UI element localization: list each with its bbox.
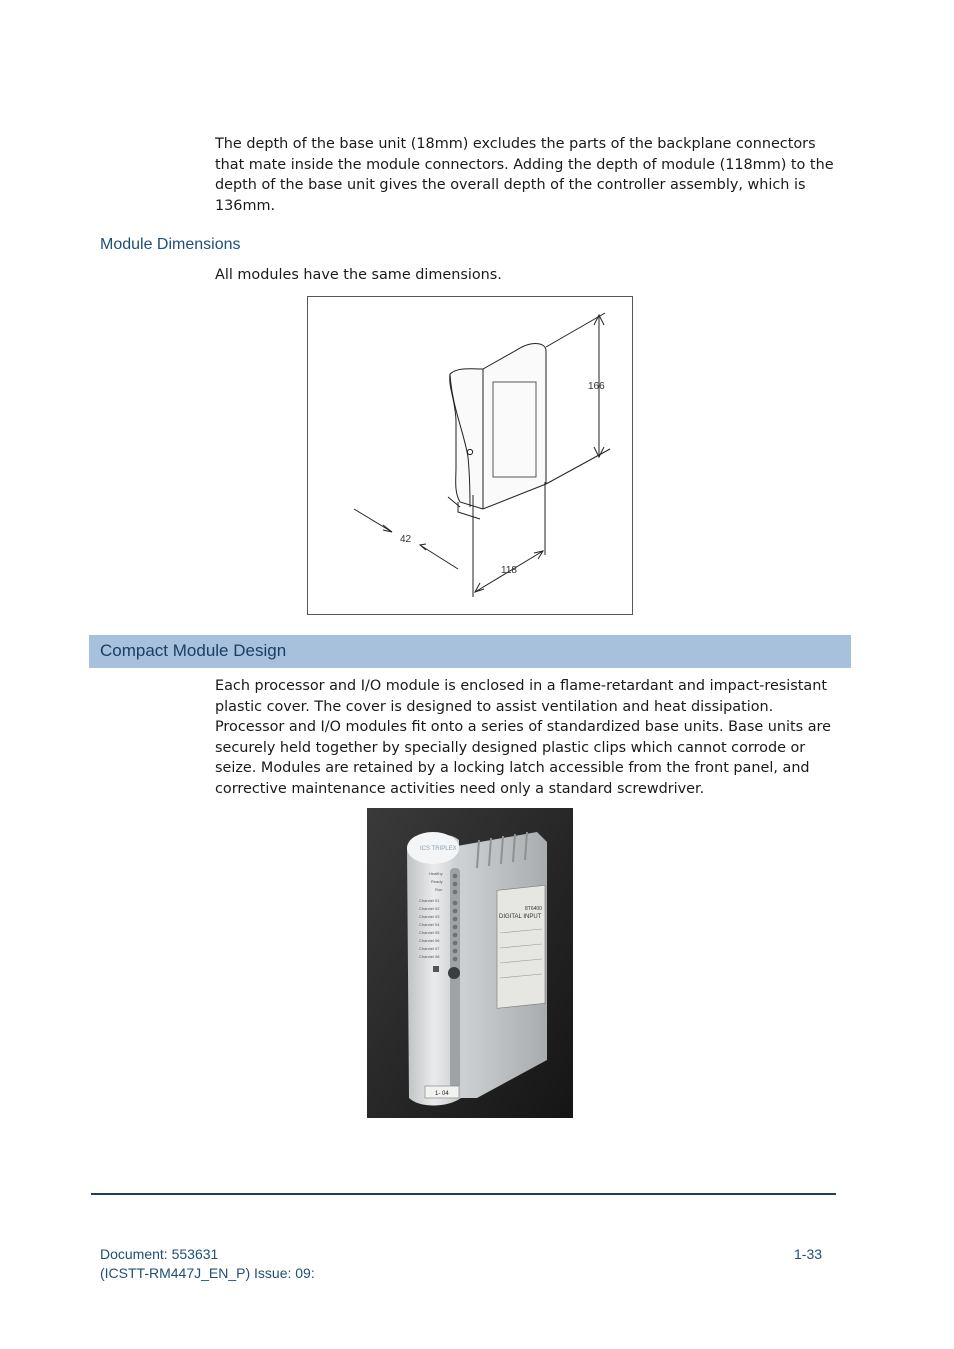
footer-issue: (ICSTT-RM447J_EN_P) Issue: 09: bbox=[100, 1265, 315, 1281]
module-dimensions-figure bbox=[307, 296, 633, 615]
section-heading-module-dimensions: Module Dimensions bbox=[100, 236, 241, 253]
module-photo-drawing bbox=[367, 808, 573, 1118]
photo-channel-label: Channel 04 bbox=[419, 922, 440, 927]
photo-channel-label: Channel 07 bbox=[419, 946, 440, 951]
photo-slot-tag: 1- 04 bbox=[435, 1091, 449, 1097]
photo-channel-label: Channel 05 bbox=[419, 930, 440, 935]
dimension-label-width: 42 bbox=[400, 534, 412, 545]
module-dimension-drawing bbox=[308, 297, 632, 614]
compact-design-paragraph: Each processor and I/O module is enclosed in a flame-retardant and impact-resistant plastic cover. The cover is designed to assist ventilation and heat dissipation. Processor and I/O modules fit onto a series of standardized base units. Base units are securely held together by specially designed plastic clips which cannot corrode or seize. Modules are retained by a locking latch accessible from the front panel, and corrective maintenance activities need only a standard screwdriver. bbox=[215, 678, 831, 797]
photo-channel-label: Channel 06 bbox=[419, 938, 440, 943]
section-band-compact-module-design bbox=[89, 635, 851, 668]
module-dimensions-text: All modules have the same dimensions. bbox=[215, 267, 502, 283]
photo-status-label: Healthy bbox=[429, 871, 443, 876]
photo-channel-label: Channel 08 bbox=[419, 954, 440, 959]
photo-status-label: Run bbox=[435, 887, 443, 892]
photo-channel-label: Channel 01 bbox=[419, 898, 440, 903]
photo-label-code: 8T6400 bbox=[525, 906, 542, 912]
section-heading-compact-module-design: Compact Module Design bbox=[100, 641, 287, 660]
module-photo bbox=[367, 808, 573, 1118]
intro-paragraph: The depth of the base unit (18mm) excludes the parts of the backplane connectors that mate inside the module connectors. Adding the depth of module (118mm) to the depth of the base unit gives the overall depth of the controller assembly, which is 136mm. bbox=[215, 136, 834, 214]
photo-status-label: Ready bbox=[431, 879, 443, 884]
dimension-label-height: 166 bbox=[588, 381, 605, 392]
footer-document: Document: 553631 bbox=[100, 1246, 219, 1262]
photo-channel-label: Channel 02 bbox=[419, 906, 440, 911]
photo-label-title: DIGITAL INPUT bbox=[499, 914, 542, 920]
footer-rule bbox=[91, 1193, 836, 1195]
photo-brand-text: ICS TRIPLEX bbox=[420, 846, 457, 852]
dimension-label-depth: 118 bbox=[501, 565, 517, 576]
page-number: 1-33 bbox=[794, 1246, 823, 1262]
photo-channel-label: Channel 03 bbox=[419, 914, 440, 919]
